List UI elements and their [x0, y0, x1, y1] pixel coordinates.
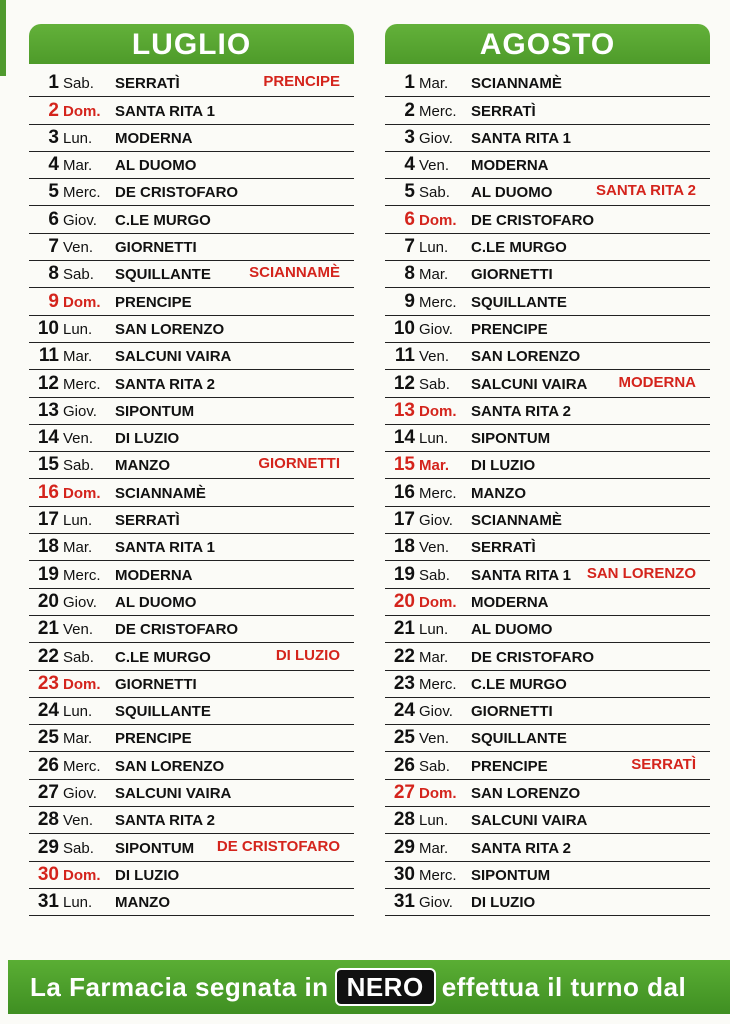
pharmacy-name: SAN LORENZO — [115, 320, 225, 338]
day-number: 3 — [48, 126, 59, 148]
day-number: 30 — [393, 863, 415, 885]
pharmacy-name: PRENCIPE — [471, 757, 548, 775]
day-row — [29, 370, 354, 397]
weekday-label: Lun. — [419, 239, 449, 257]
day-number: 29 — [393, 836, 415, 858]
day-row — [385, 125, 710, 152]
day-number: 13 — [393, 399, 415, 421]
day-number: 31 — [37, 891, 59, 913]
day-number: 22 — [37, 645, 59, 667]
weekday-label: Dom. — [419, 785, 457, 803]
weekday-label: Dom. — [63, 102, 101, 120]
day-row — [385, 97, 710, 124]
pharmacy-name: DE CRISTOFARO — [471, 211, 595, 229]
day-row — [29, 507, 354, 534]
day-row — [385, 398, 710, 425]
day-number: 19 — [393, 563, 415, 585]
pharmacy-name: MODERNA — [115, 566, 193, 584]
day-row — [29, 316, 354, 343]
alternate-pharmacy: SCIANNAMÈ — [249, 264, 340, 282]
pharmacy-name: SCIANNAMÈ — [471, 75, 562, 93]
day-number: 16 — [37, 481, 59, 503]
day-row — [385, 616, 710, 643]
day-row — [29, 398, 354, 425]
pharmacy-name: PRENCIPE — [115, 730, 192, 748]
day-row — [385, 343, 710, 370]
pharmacy-name: PRENCIPE — [471, 320, 548, 338]
weekday-label: Merc. — [63, 566, 101, 584]
weekday-label: Giov. — [63, 785, 97, 803]
pharmacy-name: SALCUNI VAIRA — [471, 375, 588, 393]
alternate-pharmacy: DE CRISTOFARO — [216, 837, 340, 855]
footer-text-before: La Farmacia segnata in — [30, 971, 329, 1002]
day-row — [29, 479, 354, 506]
pharmacy-name: GIORNETTI — [471, 703, 553, 721]
pharmacy-name: SALCUNI VAIRA — [471, 812, 588, 830]
pharmacy-name: SAN LORENZO — [115, 757, 225, 775]
day-row — [29, 834, 354, 861]
weekday-label: Mar. — [63, 157, 93, 175]
pharmacy-name: SERRATÌ — [471, 102, 536, 120]
day-number: 28 — [37, 809, 59, 831]
weekday-label: Dom. — [419, 402, 457, 420]
day-number: 11 — [394, 345, 415, 367]
alternate-pharmacy: SAN LORENZO — [586, 564, 696, 582]
day-number: 15 — [393, 454, 415, 476]
pharmacy-name: SQUILLANTE — [115, 703, 211, 721]
weekday-label: Sab. — [63, 75, 94, 93]
weekday-label: Ven. — [63, 430, 94, 448]
pharmacy-name: SERRATÌ — [115, 512, 180, 530]
pharmacy-name: DE CRISTOFARO — [471, 648, 595, 666]
pharmacy-name: MANZO — [471, 484, 526, 502]
day-number: 2 — [48, 99, 59, 121]
day-row — [29, 70, 354, 97]
day-number: 12 — [37, 372, 59, 394]
day-row — [385, 862, 710, 889]
day-number: 11 — [38, 345, 59, 367]
day-row — [29, 889, 354, 916]
day-row — [29, 125, 354, 152]
weekday-label: Merc. — [419, 102, 457, 120]
day-number: 25 — [393, 727, 415, 749]
day-number: 9 — [48, 290, 59, 312]
weekday-label: Merc. — [419, 293, 457, 311]
day-row — [385, 452, 710, 479]
day-number: 20 — [37, 590, 59, 612]
pharmacy-name: MANZO — [115, 894, 170, 912]
day-number: 9 — [404, 290, 415, 312]
weekday-label: Lun. — [419, 621, 449, 639]
day-row — [385, 534, 710, 561]
alternate-pharmacy: PRENCIPE — [263, 73, 340, 91]
day-row — [29, 862, 354, 889]
day-number: 13 — [37, 399, 59, 421]
day-row — [385, 725, 710, 752]
pharmacy-name: SALCUNI VAIRA — [115, 785, 232, 803]
weekday-label: Dom. — [419, 593, 457, 611]
nero-badge: NERO — [335, 968, 436, 1006]
weekday-label: Dom. — [63, 293, 101, 311]
pharmacy-name: AL DUOMO — [115, 593, 197, 611]
weekday-label: Lun. — [63, 894, 93, 912]
day-number: 14 — [393, 427, 415, 449]
day-number: 3 — [404, 126, 415, 148]
day-row — [385, 70, 710, 97]
pharmacy-name: SANTA RITA 1 — [115, 102, 215, 120]
weekday-label: Mar. — [419, 648, 449, 666]
day-number: 31 — [393, 891, 415, 913]
day-number: 29 — [37, 836, 59, 858]
day-row — [29, 561, 354, 588]
day-row — [385, 698, 710, 725]
day-number: 2 — [404, 99, 415, 121]
day-row — [385, 561, 710, 588]
weekday-label: Mar. — [419, 457, 450, 475]
weekday-label: Giov. — [63, 402, 97, 420]
weekday-label: Lun. — [63, 129, 93, 147]
day-row — [385, 889, 710, 916]
month-header: LUGLIO — [29, 24, 354, 64]
pharmacy-name: SANTA RITA 1 — [471, 566, 571, 584]
day-row — [29, 534, 354, 561]
day-row — [29, 807, 354, 834]
day-number: 27 — [37, 782, 59, 804]
pharmacy-name: SIPONTUM — [115, 402, 195, 420]
day-number: 7 — [48, 236, 59, 258]
pharmacy-name: GIORNETTI — [115, 239, 197, 257]
pharmacy-name: SERRATÌ — [471, 539, 536, 557]
pharmacy-name: SANTA RITA 2 — [115, 812, 215, 830]
pharmacy-name: PRENCIPE — [115, 293, 192, 311]
pharmacy-name: GIORNETTI — [471, 266, 553, 284]
day-number: 14 — [37, 427, 59, 449]
pharmacy-name: DI LUZIO — [471, 894, 536, 912]
day-row — [385, 479, 710, 506]
day-row — [29, 179, 354, 206]
pharmacy-name: DE CRISTOFARO — [115, 621, 239, 639]
day-number: 4 — [48, 154, 59, 176]
weekday-label: Mar. — [63, 730, 93, 748]
weekday-label: Mar. — [419, 839, 449, 857]
pharmacy-name: MODERNA — [471, 593, 549, 611]
pharmacy-name: AL DUOMO — [115, 157, 197, 175]
day-number: 21 — [37, 618, 59, 640]
pharmacy-name: GIORNETTI — [115, 675, 197, 693]
pharmacy-name: SAN LORENZO — [471, 348, 581, 366]
weekday-label: Giov. — [63, 593, 97, 611]
weekday-label: Dom. — [63, 484, 101, 502]
day-number: 22 — [393, 645, 415, 667]
day-row — [29, 343, 354, 370]
day-row — [29, 725, 354, 752]
weekday-label: Lun. — [63, 512, 93, 530]
day-number: 8 — [48, 263, 59, 285]
pharmacy-name: SANTA RITA 2 — [471, 839, 571, 857]
day-number: 16 — [393, 481, 415, 503]
day-number: 4 — [404, 154, 415, 176]
day-row — [29, 671, 354, 698]
day-row — [385, 425, 710, 452]
weekday-label: Merc. — [63, 184, 101, 202]
pharmacy-name: SIPONTUM — [471, 430, 551, 448]
day-list — [29, 70, 354, 916]
day-row — [29, 780, 354, 807]
pharmacy-name: SQUILLANTE — [115, 266, 211, 284]
weekday-label: Ven. — [419, 730, 450, 748]
day-number: 5 — [404, 181, 415, 203]
day-row — [385, 261, 710, 288]
weekday-label: Lun. — [63, 320, 93, 338]
day-number: 24 — [37, 700, 59, 722]
weekday-label: Ven. — [63, 812, 94, 830]
pharmacy-name: DI LUZIO — [115, 430, 180, 448]
left-edge-decoration — [0, 0, 6, 76]
pharmacy-name: MODERNA — [115, 129, 193, 147]
day-row — [385, 643, 710, 670]
day-number: 30 — [37, 863, 59, 885]
day-row — [29, 206, 354, 233]
pharmacy-name: SANTA RITA 1 — [471, 129, 571, 147]
day-row — [29, 152, 354, 179]
day-number: 18 — [393, 536, 415, 558]
day-row — [385, 752, 710, 779]
day-number: 10 — [393, 317, 415, 339]
weekday-label: Giov. — [419, 894, 453, 912]
pharmacy-name: SANTA RITA 2 — [115, 375, 215, 393]
pharmacy-name: SIPONTUM — [115, 839, 195, 857]
weekday-label: Dom. — [419, 211, 457, 229]
pharmacy-name: SANTA RITA 2 — [471, 402, 571, 420]
day-row — [385, 370, 710, 397]
weekday-label: Mar. — [63, 348, 93, 366]
weekday-label: Mar. — [419, 75, 449, 93]
pharmacy-name: SQUILLANTE — [471, 730, 567, 748]
alternate-pharmacy: DI LUZIO — [275, 646, 340, 664]
day-number: 15 — [37, 454, 59, 476]
pharmacy-name: AL DUOMO — [471, 184, 553, 202]
day-number: 12 — [393, 372, 415, 394]
day-row — [385, 780, 710, 807]
day-row — [29, 425, 354, 452]
day-number: 6 — [48, 208, 59, 230]
weekday-label: Sab. — [419, 184, 450, 202]
day-number: 24 — [393, 700, 415, 722]
day-row — [385, 807, 710, 834]
day-row — [385, 179, 710, 206]
day-row — [29, 261, 354, 288]
pharmacy-name: DE CRISTOFARO — [115, 184, 239, 202]
weekday-label: Lun. — [419, 812, 449, 830]
day-number: 27 — [393, 782, 415, 804]
weekday-label: Sab. — [63, 839, 94, 857]
weekday-label: Mar. — [63, 539, 93, 557]
pharmacy-name: SIPONTUM — [471, 866, 551, 884]
footer-banner — [8, 960, 730, 1014]
footer-text-after: effettua il turno dal — [441, 971, 687, 1002]
weekday-label: Merc. — [63, 375, 101, 393]
alternate-pharmacy: SANTA RITA 2 — [596, 182, 696, 200]
day-number: 18 — [37, 536, 59, 558]
pharmacy-name: SERRATÌ — [115, 75, 180, 93]
weekday-label: Lun. — [63, 703, 93, 721]
alternate-pharmacy: SERRATÌ — [631, 755, 696, 773]
pharmacy-name: SANTA RITA 1 — [115, 539, 215, 557]
day-row — [385, 206, 710, 233]
weekday-label: Ven. — [63, 239, 94, 257]
weekday-label: Sab. — [63, 457, 94, 475]
day-number: 26 — [393, 754, 415, 776]
day-number: 19 — [37, 563, 59, 585]
weekday-label: Dom. — [63, 675, 101, 693]
weekday-label: Ven. — [419, 348, 450, 366]
day-number: 7 — [404, 236, 415, 258]
weekday-label: Ven. — [419, 539, 450, 557]
day-row — [385, 589, 710, 616]
day-number: 23 — [393, 672, 415, 694]
weekday-label: Giov. — [63, 211, 97, 229]
day-row — [29, 643, 354, 670]
day-number: 26 — [37, 754, 59, 776]
day-row — [385, 671, 710, 698]
day-row — [385, 288, 710, 315]
day-number: 21 — [393, 618, 415, 640]
day-row — [29, 698, 354, 725]
day-row — [385, 234, 710, 261]
day-number: 10 — [37, 317, 59, 339]
day-number: 5 — [48, 181, 59, 203]
pharmacy-name: MODERNA — [471, 157, 549, 175]
weekday-label: Ven. — [63, 621, 94, 639]
day-row — [29, 452, 354, 479]
day-row — [29, 616, 354, 643]
day-number: 28 — [393, 809, 415, 831]
weekday-label: Giov. — [419, 129, 453, 147]
pharmacy-name: DI LUZIO — [115, 866, 180, 884]
day-row — [29, 752, 354, 779]
day-row — [29, 288, 354, 315]
pharmacy-name: SCIANNAMÈ — [471, 512, 562, 530]
weekday-label: Sab. — [419, 375, 450, 393]
day-number: 17 — [393, 509, 415, 531]
alternate-pharmacy: MODERNA — [618, 373, 696, 391]
weekday-label: Dom. — [63, 866, 101, 884]
pharmacy-name: SCIANNAMÈ — [115, 484, 206, 502]
weekday-label: Ven. — [419, 157, 450, 175]
day-row — [385, 316, 710, 343]
pharmacy-name: SALCUNI VAIRA — [115, 348, 232, 366]
weekday-label: Merc. — [63, 757, 101, 775]
day-number: 6 — [404, 208, 415, 230]
day-row — [29, 234, 354, 261]
pharmacy-name: SAN LORENZO — [471, 785, 581, 803]
month-column-luglio — [29, 24, 354, 920]
day-row — [29, 589, 354, 616]
weekday-label: Merc. — [419, 675, 457, 693]
pharmacy-name: SQUILLANTE — [471, 293, 567, 311]
weekday-label: Giov. — [419, 703, 453, 721]
weekday-label: Giov. — [419, 320, 453, 338]
month-header: AGOSTO — [385, 24, 710, 64]
weekday-label: Giov. — [419, 512, 453, 530]
day-number: 23 — [37, 672, 59, 694]
weekday-label: Lun. — [419, 430, 449, 448]
pharmacy-name: AL DUOMO — [471, 621, 553, 639]
day-number: 1 — [48, 72, 59, 94]
day-number: 8 — [404, 263, 415, 285]
pharmacy-name: C.LE MURGO — [471, 239, 567, 257]
pharmacy-name: MANZO — [115, 457, 170, 475]
day-number: 1 — [404, 72, 415, 94]
pharmacy-name: C.LE MURGO — [115, 648, 211, 666]
weekday-label: Sab. — [63, 266, 94, 284]
weekday-label: Sab. — [419, 566, 450, 584]
day-row — [385, 507, 710, 534]
weekday-label: Merc. — [419, 866, 457, 884]
weekday-label: Merc. — [419, 484, 457, 502]
weekday-label: Mar. — [419, 266, 449, 284]
month-column-agosto — [385, 24, 710, 920]
pharmacy-name: C.LE MURGO — [115, 211, 211, 229]
day-number: 17 — [37, 509, 59, 531]
weekday-label: Sab. — [419, 757, 450, 775]
pharmacy-name: C.LE MURGO — [471, 675, 567, 693]
alternate-pharmacy: GIORNETTI — [258, 455, 340, 473]
day-list — [385, 70, 710, 916]
day-number: 20 — [393, 590, 415, 612]
weekday-label: Sab. — [63, 648, 94, 666]
pharmacy-name: DI LUZIO — [471, 457, 536, 475]
day-number: 25 — [37, 727, 59, 749]
day-row — [385, 834, 710, 861]
day-row — [29, 97, 354, 124]
day-row — [385, 152, 710, 179]
